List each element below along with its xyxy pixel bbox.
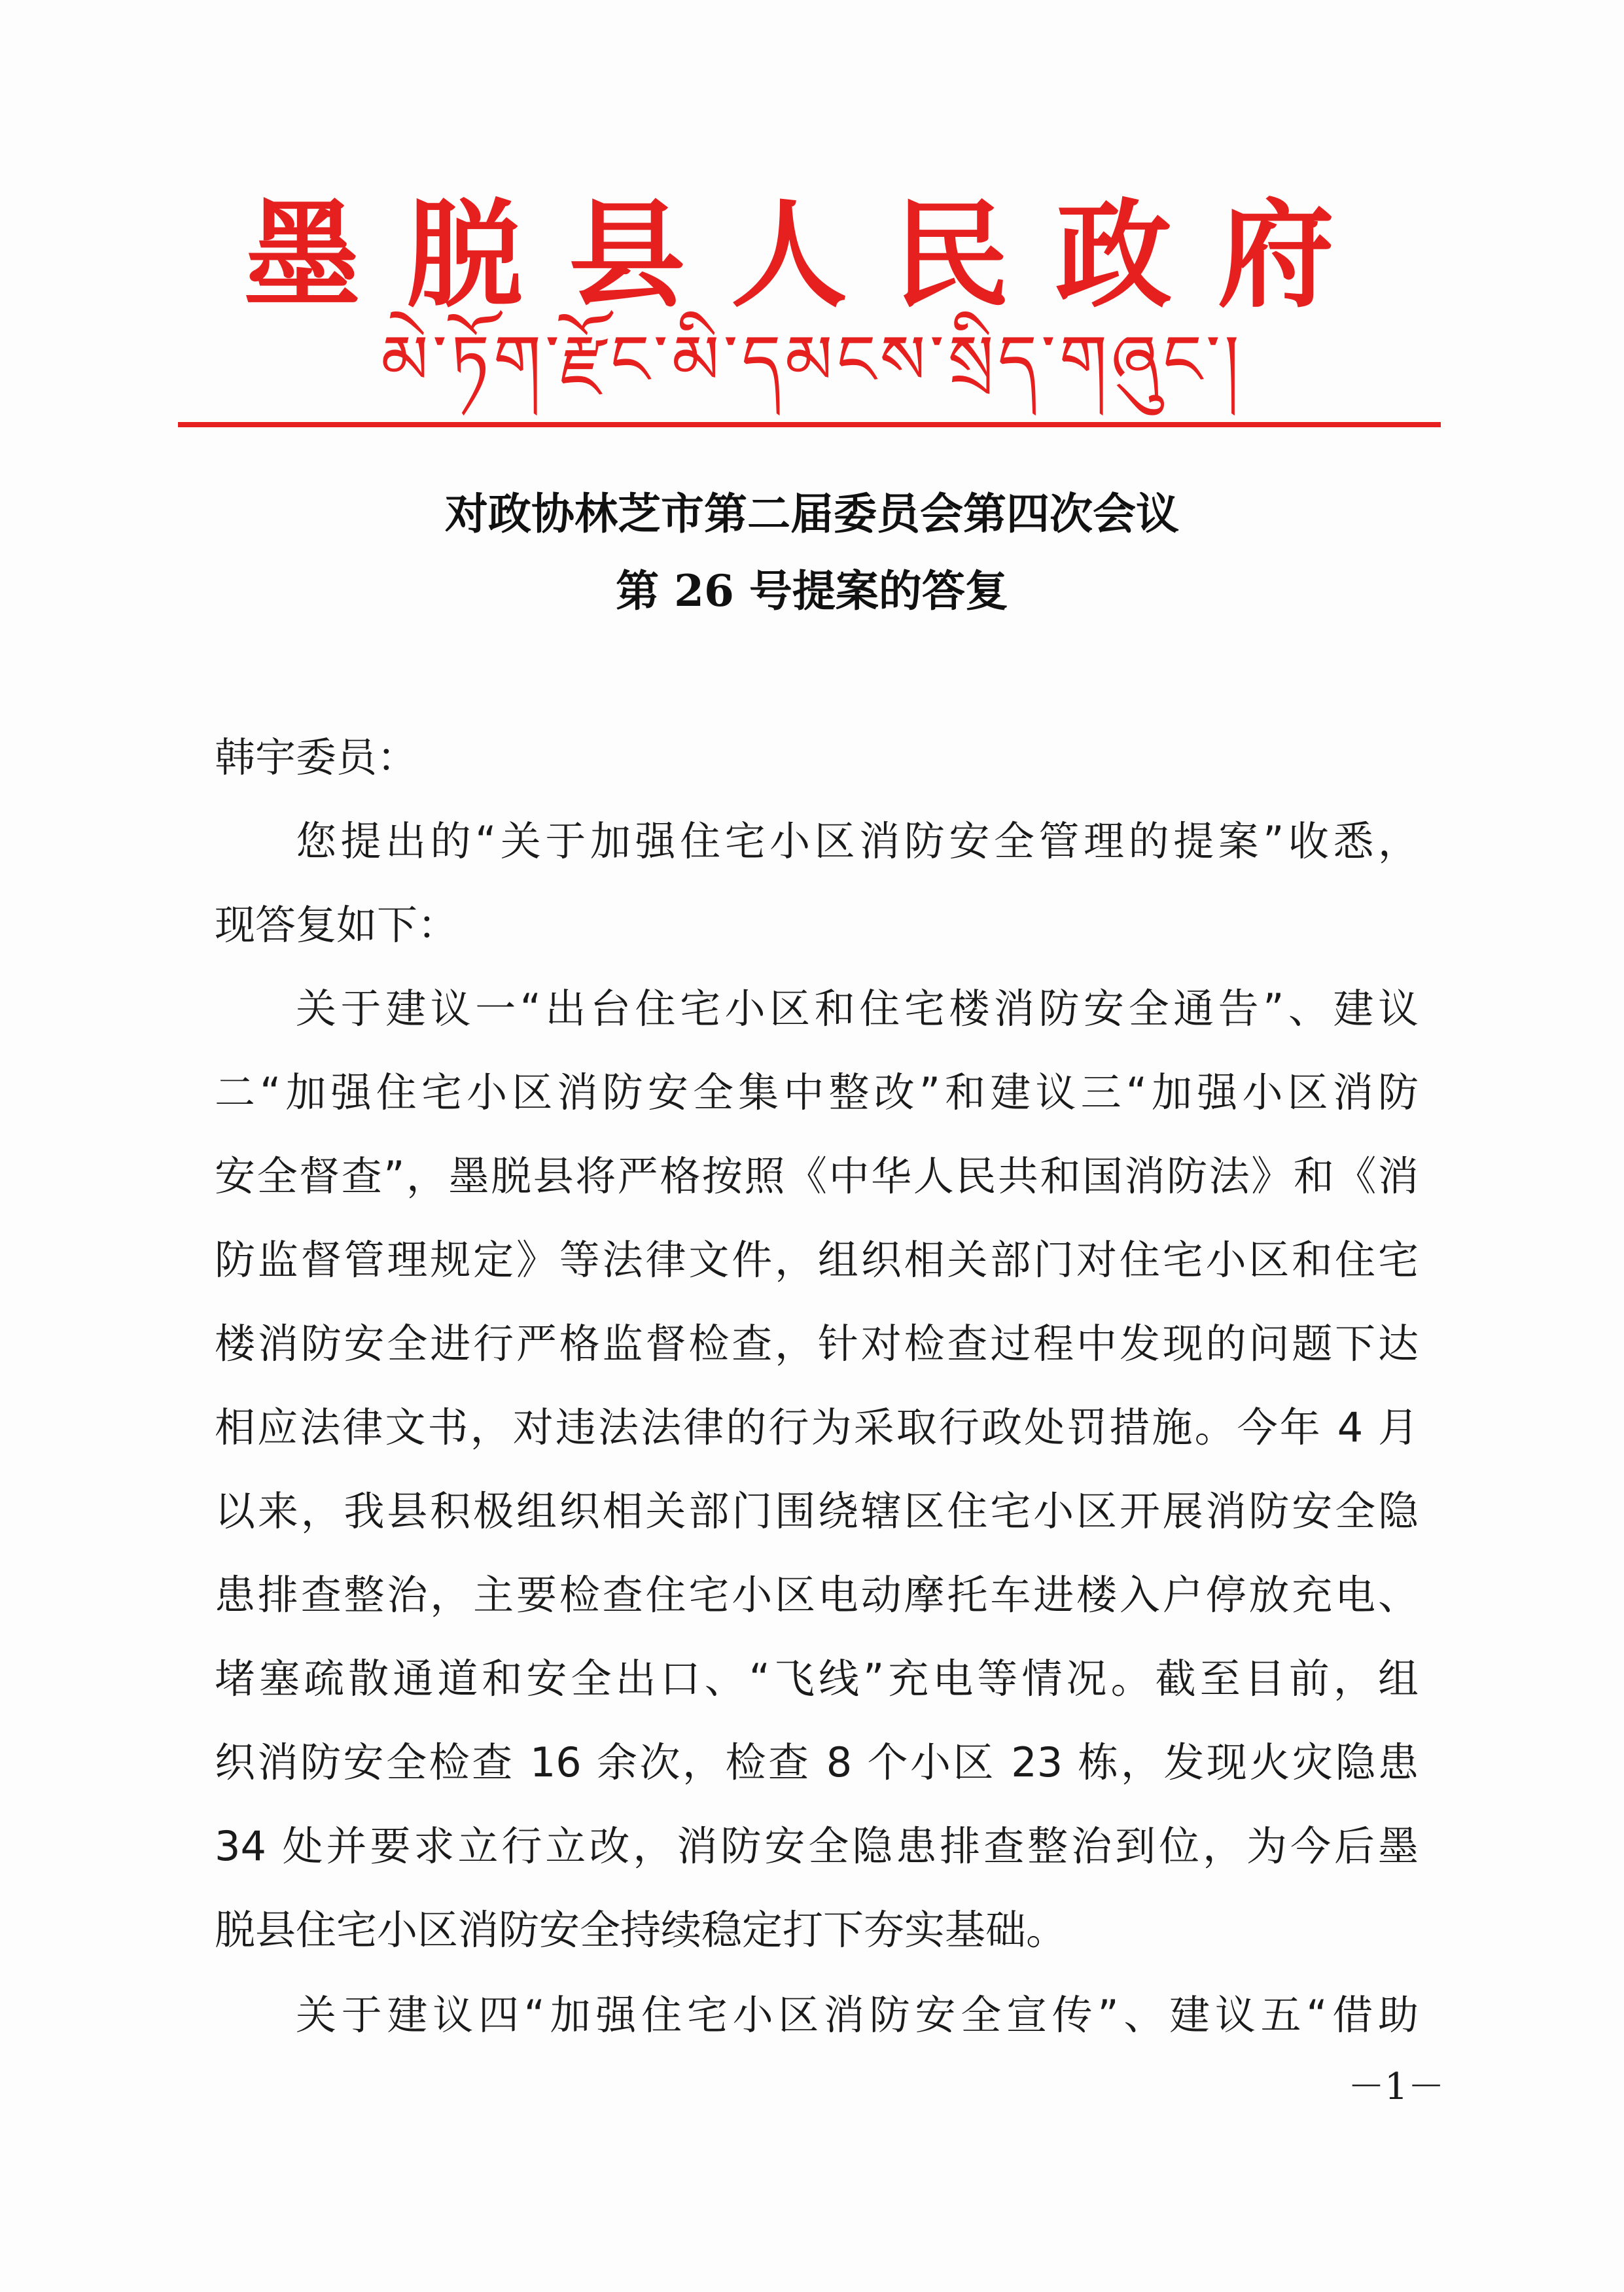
document-title-line-2: 第 26 号提案的答复	[616, 565, 1008, 616]
issuer-name-chinese: 墨脱县人民政府	[244, 186, 1380, 323]
body-line: 楼消防安全进行严格监督检查，针对检查过程中发现的问题下达	[215, 1320, 1419, 1367]
body-line: 脱县住宅小区消防安全持续稳定打下夯实基础。	[215, 1906, 1067, 1954]
body-line: 防监督管理规定》等法律文件，组织相关部门对住宅小区和住宅	[215, 1236, 1419, 1284]
salutation: 韩宇委员：	[215, 733, 418, 781]
document-title-line-1: 对政协林芝市第二届委员会第四次会议	[445, 488, 1179, 539]
body-line: 您提出的“关于加强住宅小区消防安全管理的提案”收悉，	[296, 817, 1419, 865]
page-number: －1－	[1348, 2066, 1445, 2108]
body-line: 堵塞疏散通道和安全出口、“飞线”充电等情况。截至目前，组	[215, 1655, 1419, 1702]
body-line: 关于建议四“加强住宅小区消防安全宣传”、建议五“借助	[296, 1991, 1419, 2039]
body-line: 关于建议一“出台住宅小区和住宅楼消防安全通告”、建议	[296, 985, 1419, 1032]
body-line: 34 处并要求立行立改，消防安全隐患排查整治到位，为今后墨	[215, 1822, 1419, 1870]
body-line: 织消防安全检查 16 余次，检查 8 个小区 23 栋，发现火灾隐患	[215, 1738, 1419, 1786]
red-header-rule	[178, 422, 1441, 427]
body-line: 相应法律文书，对违法法律的行为采取行政处罚措施。今年 4 月	[215, 1403, 1419, 1451]
body-line: 二“加强住宅小区消防安全集中整改”和建议三“加强小区消防	[215, 1068, 1419, 1116]
body-line: 现答复如下：	[215, 901, 459, 949]
body-line: 安全督查”，墨脱县将严格按照《中华人民共和国消防法》和《消	[215, 1152, 1419, 1200]
body-line: 以来，我县积极组织相关部门围绕辖区住宅小区开展消防安全隐	[215, 1487, 1419, 1535]
body-line: 患排查整治，主要检查住宅小区电动摩托车进楼入户停放充电、	[215, 1571, 1419, 1619]
issuer-name-tibetan: མེ་ཏོག་རྫོང་མི་དམངས་སྲིད་གཞུང་།	[381, 320, 1243, 400]
